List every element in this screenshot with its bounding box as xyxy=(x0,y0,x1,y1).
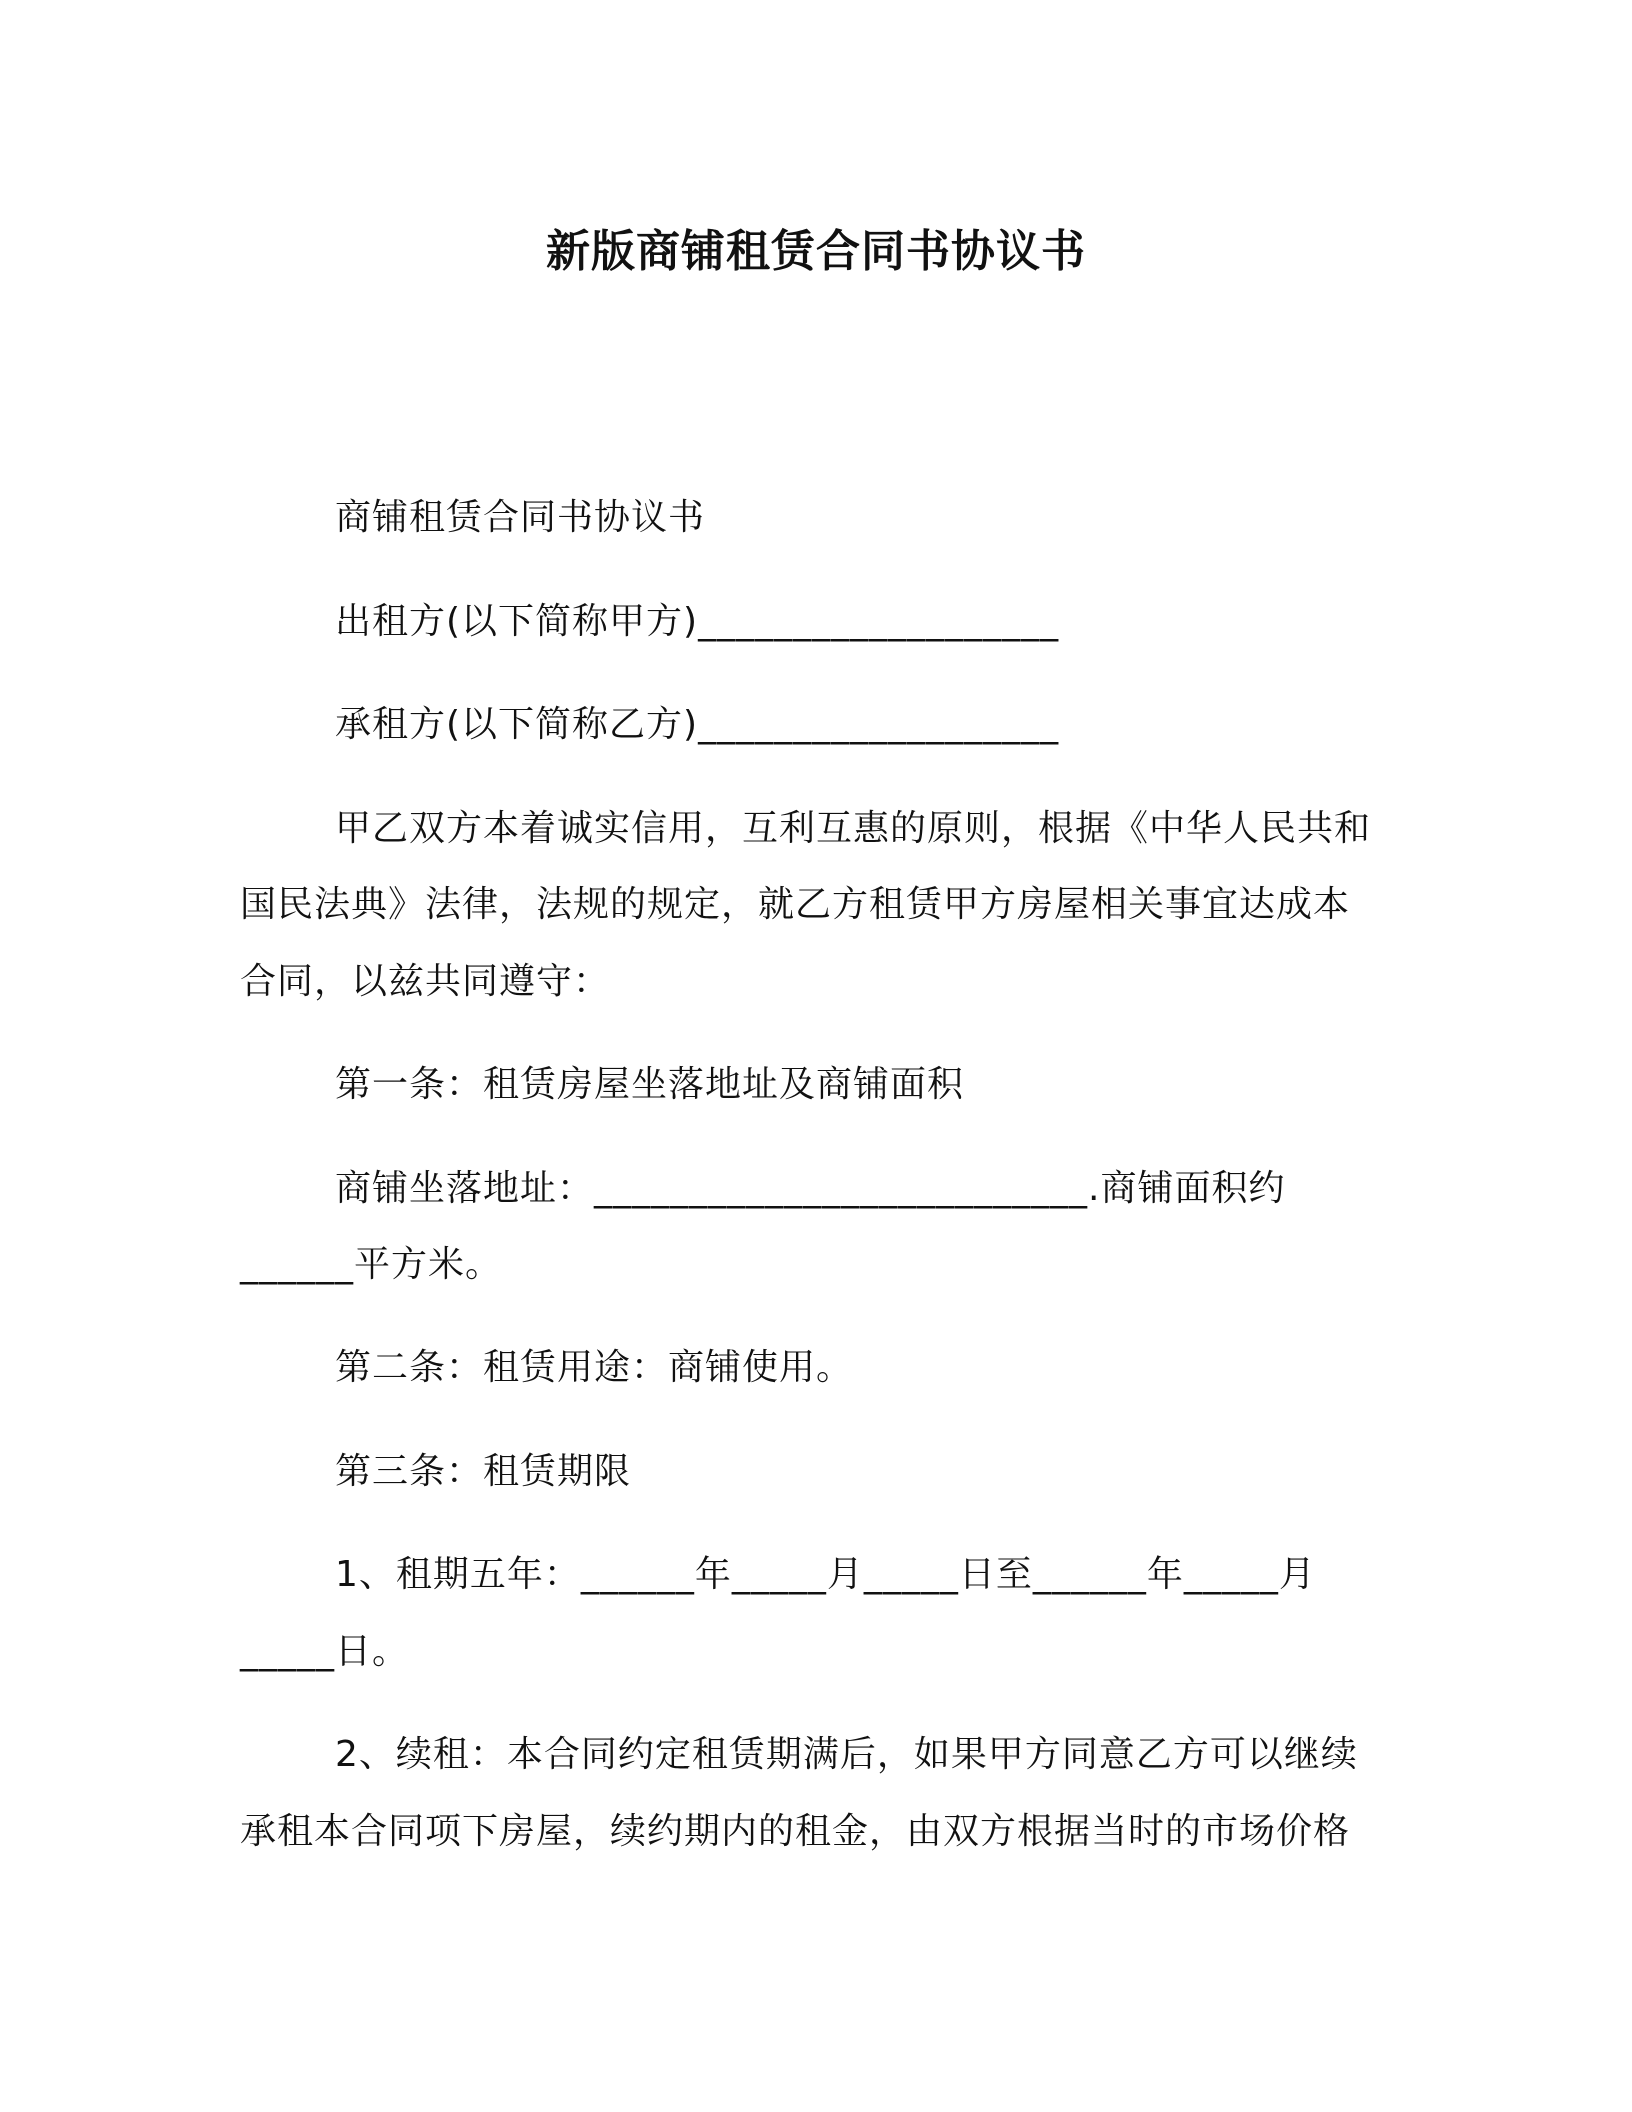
shop-address-line: 商铺坐落地址：__________________________.商铺面积约 xyxy=(335,1168,1286,1209)
article-2-line: 第二条：租赁用途：商铺使用。 xyxy=(335,1347,854,1388)
contract-heading: 商铺租赁合同书协议书 xyxy=(335,497,706,538)
document-title: 新版商铺租赁合同书协议书 xyxy=(546,226,1086,277)
term-line-2: _____日。 xyxy=(240,1631,410,1672)
preamble-line-1: 甲乙双方本着诚实信用，互利互惠的原则，根据《中华人民共和 xyxy=(335,808,1372,849)
lessee-line: 承租方(以下简称乙方)___________________ xyxy=(335,704,1060,745)
term-line-1: 1、租期五年：______年_____月_____日至______年_____月 xyxy=(335,1554,1316,1595)
lessor-line: 出租方(以下简称甲方)___________________ xyxy=(335,601,1060,642)
shop-area-line: ______平方米。 xyxy=(240,1244,503,1285)
preamble-line-2: 国民法典》法律，法规的规定，就乙方租赁甲方房屋相关事宜达成本 xyxy=(240,884,1351,925)
renewal-line-1: 2、续租：本合同约定租赁期满后，如果甲方同意乙方可以继续 xyxy=(335,1734,1358,1775)
renewal-line-2: 承租本合同项下房屋，续约期内的租金，由双方根据当时的市场价格 xyxy=(240,1811,1351,1852)
article-3-heading: 第三条：租赁期限 xyxy=(335,1451,632,1492)
article-1-heading: 第一条：租赁房屋坐落地址及商铺面积 xyxy=(335,1064,965,1105)
preamble-line-3: 合同，以兹共同遵守： xyxy=(240,961,611,1002)
